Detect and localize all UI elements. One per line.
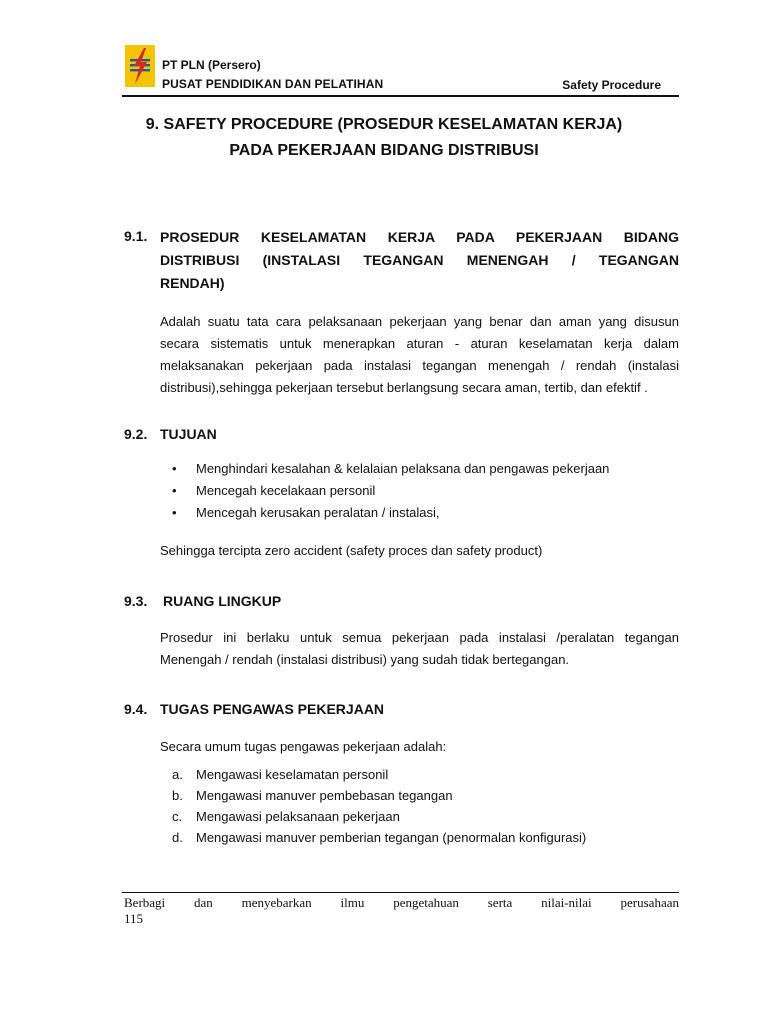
paragraph-line: secara sistematis untuk menerapkan aturan - aturan keselamatan kerja dalam xyxy=(160,336,679,351)
list-item xyxy=(160,502,609,524)
section-heading: RUANG LINGKUP xyxy=(163,593,282,609)
list-item-text: Mencegah kecelakaan personil xyxy=(196,483,376,498)
section-heading-line: PROSEDUR KESELAMATAN KERJA PADA PEKERJAAN BIDANG xyxy=(160,229,679,245)
list-item xyxy=(172,764,586,785)
lettered-list xyxy=(172,764,586,848)
list-marker: c. xyxy=(172,809,183,824)
page-header xyxy=(122,45,679,97)
paragraph-line: distribusi),sehingga pekerjaan tersebut berlangsung secara aman, tertib, dan efektif . xyxy=(160,380,648,395)
list-item-text: Mencegah kerusakan peralatan / instalasi, xyxy=(196,505,440,520)
bullet-icon: • xyxy=(172,505,177,520)
bullet-icon: • xyxy=(172,483,177,498)
list-item-text: Mengawasi keselamatan personil xyxy=(196,767,389,782)
paragraph-line: melaksanakan pekerjaan pada instalasi tegangan menengah / rendah (instalasi xyxy=(160,358,679,373)
org-division: PUSAT PENDIDIKAN DAN PELATIHAN xyxy=(162,77,384,91)
list-item xyxy=(160,480,609,502)
section-number: 9.3. xyxy=(124,593,148,609)
section-number: 9.2. xyxy=(124,426,148,442)
paragraph-line: Adalah suatu tata cara pelaksanaan pekerjaan yang benar dan aman yang disusun xyxy=(160,314,679,329)
bullet-icon: • xyxy=(172,461,177,476)
list-item-text: Mengawasi pelaksanaan pekerjaan xyxy=(196,809,400,824)
section-heading xyxy=(160,226,679,295)
paragraph-line: Prosedur ini berlaku untuk semua pekerjaan pada instalasi /peralatan tegangan xyxy=(160,630,679,645)
list-item-text: Menghindari kesalahan & kelalaian pelaksana dan pengawas pekerjaan xyxy=(196,461,610,476)
list-marker: d. xyxy=(172,830,183,845)
bullet-list xyxy=(160,458,609,524)
section-paragraph xyxy=(160,627,679,671)
section-closing: Sehingga tercipta zero accident (safety proces dan safety product) xyxy=(160,543,543,558)
list-item-text: Mengawasi manuver pemberian tegangan (penormalan konfigurasi) xyxy=(196,830,587,845)
list-item xyxy=(172,806,586,827)
footer-tagline: Berbagi dan menyebarkan ilmu pengetahuan serta nilai-nilai perusahaan xyxy=(124,895,679,910)
list-marker: b. xyxy=(172,788,183,803)
section-number: 9.1. xyxy=(124,228,148,244)
section-intro: Secara umum tugas pengawas pekerjaan adalah: xyxy=(160,739,447,754)
section-heading-line: RENDAH) xyxy=(160,275,225,291)
chapter-title-line1: 9. SAFETY PROCEDURE (PROSEDUR KESELAMATAN KERJA) xyxy=(145,116,623,133)
list-item xyxy=(172,785,586,806)
list-item xyxy=(172,827,586,848)
chapter-title-line2: PADA PEKERJAAN BIDANG DISTRIBUSI xyxy=(229,142,539,159)
page-number: 115 xyxy=(124,911,144,926)
list-item-text: Mengawasi manuver pembebasan tegangan xyxy=(196,788,453,803)
document-type: Safety Procedure xyxy=(562,78,661,92)
list-marker: a. xyxy=(172,767,183,782)
section-paragraph xyxy=(160,311,679,399)
org-name: PT PLN (Persero) xyxy=(162,58,261,72)
paragraph-line: Menengah / rendah (instalasi distribusi) yang sudah tidak bertegangan. xyxy=(160,652,570,667)
section-heading: TUJUAN xyxy=(160,426,217,442)
section-heading-line: DISTRIBUSI (INSTALASI TEGANGAN MENENGAH / TEGANGAN xyxy=(160,252,679,268)
section-heading: TUGAS PENGAWAS PEKERJAAN xyxy=(160,701,385,717)
footer-divider xyxy=(122,892,679,893)
section-number: 9.4. xyxy=(124,701,148,717)
pln-logo-icon xyxy=(125,45,155,87)
list-item xyxy=(160,458,609,480)
